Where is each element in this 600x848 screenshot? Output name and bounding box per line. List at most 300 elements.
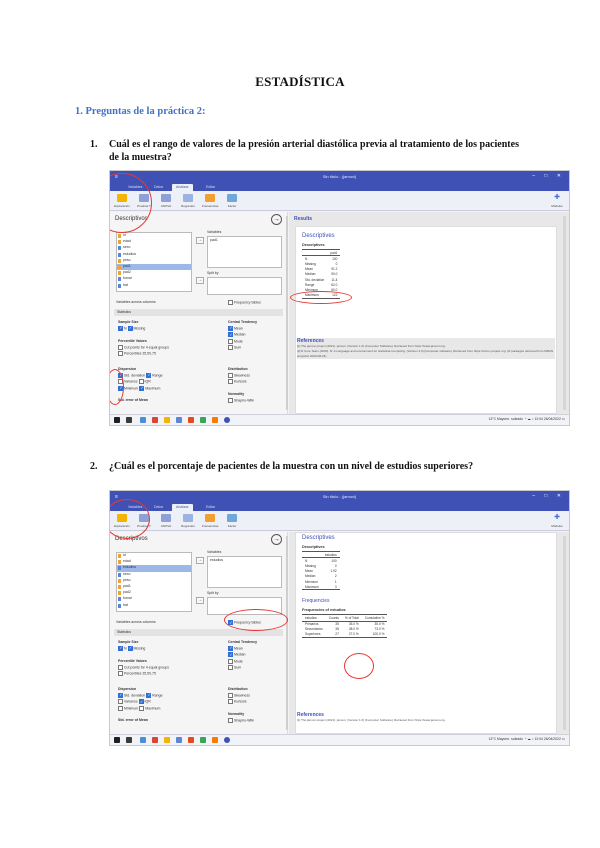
reference-1: [1] The jamovi project (2021). jamovi. (Version 1.6) [Computer Software]. Retrieved from https://www.jamovi.org. — [297, 344, 446, 348]
split-by-target[interactable] — [207, 277, 282, 295]
chrome-icon[interactable] — [152, 417, 158, 423]
weather-widget[interactable]: 13°C Mayorm. soleado — [488, 417, 524, 421]
sum-checkbox[interactable] — [228, 665, 233, 670]
edge-browser-icon[interactable] — [140, 737, 146, 743]
skewness-option[interactable] — [228, 373, 250, 378]
table-cell: Minimum — [305, 287, 318, 292]
variance-checkbox[interactable] — [118, 699, 123, 704]
nominal-icon — [118, 284, 121, 288]
sum-checkbox[interactable] — [228, 345, 233, 350]
tab-bar — [110, 503, 569, 511]
ttests-label: Pruebas T — [137, 204, 151, 208]
cut-points-option[interactable] — [118, 665, 169, 670]
regression-label: Regresión — [181, 524, 195, 528]
anova-label: ANOVA — [160, 524, 172, 528]
question-text: ¿Cuál es el porcentaje de pacientes de la muestra con un nivel de estudios superiores? — [109, 461, 474, 472]
option-label: Missing — [133, 325, 146, 330]
variables-target[interactable] — [207, 236, 282, 268]
cut-points-checkbox[interactable] — [118, 345, 123, 350]
std-error-row[interactable] — [118, 398, 148, 404]
option-label: Range — [152, 372, 163, 377]
missing-checkbox[interactable] — [128, 326, 133, 331]
skewness-checkbox[interactable] — [228, 373, 233, 378]
median-checkbox[interactable] — [228, 332, 233, 337]
results-scrollbar[interactable] — [563, 216, 566, 410]
tab-data[interactable]: Datos — [154, 185, 164, 189]
mode-option[interactable] — [228, 659, 257, 664]
shapiro-checkbox[interactable] — [228, 718, 233, 723]
app-icon[interactable] — [200, 417, 206, 423]
table-cell: 62.0 — [331, 282, 338, 287]
shapiro-checkbox[interactable] — [228, 398, 233, 403]
kurtosis-option[interactable] — [228, 379, 250, 384]
variable-list[interactable] — [116, 552, 192, 612]
scale-icon — [118, 585, 121, 589]
tab-variables[interactable]: Variables — [128, 185, 143, 189]
variables-label: Variables — [207, 230, 222, 234]
edge-browser-icon[interactable] — [140, 417, 146, 423]
variable-name: peso — [123, 577, 131, 582]
n-option[interactable] — [118, 326, 145, 331]
minimum-checkbox[interactable] — [118, 706, 123, 711]
median-option[interactable] — [228, 332, 257, 337]
variable-list[interactable] — [116, 232, 192, 292]
table-cell: 90.0 — [331, 272, 338, 277]
jamovi-taskbar-icon[interactable] — [224, 417, 230, 423]
cut-points-checkbox[interactable] — [118, 665, 123, 670]
weather-widget[interactable]: 13°C Mayorm. soleado — [488, 737, 524, 741]
scale-icon — [118, 234, 121, 238]
mode-option[interactable] — [228, 339, 257, 344]
option-label: Std. deviation — [124, 372, 146, 377]
option-label: Variance — [124, 379, 138, 384]
nominal-icon — [118, 597, 121, 601]
table-row — [302, 632, 387, 638]
exploration-label: Exploración — [114, 204, 130, 208]
variable-name: trat — [123, 282, 129, 287]
question-text: Cuál es el rango de valores de la presión arterial diastólica previa al tratamiento de los pacientes de la muestra? — [109, 139, 519, 163]
jamovi-taskbar-icon[interactable] — [224, 737, 230, 743]
modules-button[interactable] — [549, 514, 565, 529]
app-icon[interactable] — [212, 737, 218, 743]
variable-name: edad — [123, 239, 131, 244]
question-1 — [90, 138, 530, 164]
clock-time[interactable]: 12:04 — [534, 737, 543, 741]
frequencies-caption: Frequencies of estudios — [302, 608, 346, 613]
option-label: Variance — [124, 699, 138, 704]
kurtosis-checkbox[interactable] — [228, 699, 233, 704]
regression-button[interactable] — [180, 514, 196, 529]
close-panel-arrow-icon[interactable]: → — [273, 536, 280, 543]
variable-name: id — [123, 233, 126, 237]
mode-checkbox[interactable] — [228, 339, 233, 344]
scale-icon — [118, 554, 121, 558]
anova-button[interactable] — [158, 514, 174, 529]
frequencies-button[interactable] — [202, 514, 218, 529]
option-label: Sum — [234, 345, 242, 350]
kurtosis-checkbox[interactable] — [228, 379, 233, 384]
window-title: Sin título - (jamovi) — [322, 494, 357, 499]
frequency-tables-toggle[interactable] — [228, 300, 261, 305]
options-panel — [110, 532, 288, 734]
scale-icon — [118, 591, 121, 595]
std-deviation-checkbox[interactable] — [118, 693, 123, 698]
options-panel — [110, 212, 288, 414]
frequencies-title: Frequencies — [302, 598, 330, 605]
frequencies-button[interactable] — [202, 194, 218, 209]
variable-name: fumar — [123, 276, 132, 281]
options-scrollbar[interactable] — [286, 536, 288, 730]
table-cell: 11.4 — [331, 277, 338, 282]
tab-edit[interactable]: Editar — [206, 505, 216, 509]
option-label: equal groups — [148, 344, 169, 349]
option-label: IQR — [144, 699, 151, 704]
variable-name: estudios — [123, 565, 137, 570]
dispersion-group — [118, 367, 163, 392]
percentile-group — [118, 339, 169, 358]
office-icon[interactable] — [188, 737, 194, 743]
dispersion-row[interactable] — [118, 373, 163, 378]
table-cell: Mean — [305, 569, 313, 574]
clock-date[interactable]: 26/04/2022 — [543, 417, 561, 421]
tab-analyze[interactable]: Analizar — [172, 504, 193, 511]
variable-name: pad1 — [123, 583, 131, 588]
descriptives-title: Descriptives — [302, 535, 335, 541]
option-label: Mean — [234, 325, 243, 330]
list-item[interactable]: pad1 — [210, 238, 218, 242]
iqr-checkbox[interactable] — [139, 699, 144, 704]
references-block — [297, 712, 555, 723]
maximum-checkbox[interactable] — [139, 386, 144, 391]
skewness-checkbox[interactable] — [228, 693, 233, 698]
table-row — [302, 277, 340, 282]
office-icon[interactable] — [188, 417, 194, 423]
clock-time[interactable]: 12:04 — [534, 417, 543, 421]
group-title: Std. error of Mean — [118, 398, 148, 402]
table-header: % of Total — [342, 615, 362, 621]
missing-checkbox[interactable] — [128, 646, 133, 651]
move-to-variables-button[interactable]: → — [197, 237, 203, 243]
table-header: Cumulative % — [362, 615, 388, 621]
option-label: Shapiro-Wilk — [234, 397, 254, 402]
reference-1: [1] The jamovi project (2021). jamovi. (Version 1.6) [Computer Software]. Retrieved from https://www.jamovi.org. — [297, 718, 446, 722]
maximum-checkbox[interactable] — [139, 706, 144, 711]
option-label: Minimum — [124, 705, 139, 710]
annotation-circle — [224, 609, 288, 631]
sum-option[interactable] — [228, 345, 257, 350]
group-title: Normality — [228, 712, 245, 716]
app-icon[interactable] — [212, 417, 218, 423]
tab-analyze[interactable]: Analizar — [172, 184, 193, 191]
cut-points-field[interactable]: 4 — [145, 344, 148, 349]
sum-option[interactable] — [228, 665, 257, 670]
factor-button[interactable] — [224, 514, 240, 529]
variables-across-columns-row[interactable] — [116, 300, 156, 304]
descriptives-block — [302, 233, 340, 299]
scale-icon — [118, 240, 121, 244]
option-label: Minimum — [124, 385, 139, 390]
question-2 — [90, 460, 530, 473]
table-cell: 91.2 — [331, 267, 338, 272]
std-error-row[interactable] — [118, 718, 148, 724]
table-header: Counts — [326, 615, 342, 621]
windows-start-icon[interactable] — [114, 737, 120, 743]
frequencies-table — [302, 614, 387, 638]
results-label: Results — [294, 216, 313, 222]
sample-size-group — [118, 320, 145, 332]
table-cell: 1.92 — [330, 569, 337, 574]
table-cell: 38.0 % — [348, 627, 359, 632]
group-title: Dispersion — [118, 367, 137, 371]
shapiro-option[interactable] — [228, 398, 254, 403]
table-cell: Range — [305, 282, 315, 287]
reference-2: [2] R Core Team (2020). R: A Language and environment for statistical computing. (Version 4.0) [Computer software]. Retrieved from https://cran.r-project.org. (R packages retrieved from MRAN snapshot 2020-08-24). — [297, 349, 554, 358]
chrome-icon[interactable] — [152, 737, 158, 743]
median-option[interactable] — [228, 652, 257, 657]
option-label: Mode — [234, 338, 243, 343]
results-scrollbar[interactable] — [563, 536, 566, 730]
document-title: ESTADÍSTICA — [255, 74, 345, 89]
list-item[interactable]: estudios — [210, 558, 224, 562]
nominal-icon — [118, 573, 121, 577]
nominal-icon — [118, 277, 121, 281]
variable-name: trat — [123, 602, 129, 607]
window-controls[interactable]: – □ ✕ — [532, 493, 565, 499]
sample-size-group — [118, 640, 145, 652]
descriptives-block — [302, 535, 387, 638]
move-to-split-button[interactable]: → — [197, 277, 203, 283]
modules-label: Módulos — [551, 524, 563, 528]
variable-name: pad2 — [123, 270, 131, 275]
window-controls[interactable]: – □ ✕ — [532, 173, 565, 179]
clock-date[interactable]: 26/04/2022 — [543, 737, 561, 741]
dispersion-row[interactable] — [118, 379, 163, 384]
hamburger-menu-icon[interactable]: ≡ — [115, 494, 118, 500]
panel-title: Descriptivos — [115, 216, 148, 222]
analysis-ribbon — [110, 191, 569, 211]
nominal-icon — [118, 253, 121, 257]
search-icon[interactable] — [126, 737, 132, 743]
file-explorer-icon[interactable] — [164, 417, 170, 423]
mean-option[interactable] — [228, 646, 257, 651]
group-title: Distribution — [228, 367, 248, 371]
references-block — [297, 338, 555, 359]
central-tendency-group — [228, 320, 257, 352]
store-icon[interactable] — [176, 737, 182, 743]
plus-icon: ✚ — [554, 514, 560, 521]
variable-name: fumar — [123, 596, 132, 601]
table-cell: Maximum — [302, 293, 327, 299]
group-title: Sample Size — [118, 320, 139, 324]
search-icon[interactable] — [126, 417, 132, 423]
switch-label: Variables across columns — [116, 620, 156, 624]
range-checkbox[interactable] — [146, 693, 151, 698]
statistics-subsection[interactable]: Statistics — [114, 629, 283, 636]
windows-taskbar — [110, 414, 569, 425]
section-heading: 1. Preguntas de la práctica 2: — [75, 106, 206, 117]
plus-icon: ✚ — [554, 194, 560, 201]
references-title: References — [297, 338, 324, 344]
distribution-group — [228, 367, 250, 386]
anova-icon — [161, 194, 171, 202]
option-label: Kurtosis — [234, 699, 247, 704]
hamburger-menu-icon[interactable]: ≡ — [115, 174, 118, 180]
dispersion-row[interactable] — [118, 386, 163, 391]
table-cell: Superiores — [302, 632, 326, 638]
median-checkbox[interactable] — [228, 652, 233, 657]
option-label: Missing — [133, 645, 146, 650]
dispersion-group — [118, 687, 163, 712]
close-panel-arrow-icon[interactable]: → — [273, 216, 280, 223]
tab-edit[interactable]: Editar — [206, 185, 216, 189]
question-number: 2. — [90, 461, 98, 472]
variable-name: id — [123, 553, 126, 557]
n-checkbox[interactable] — [118, 646, 123, 651]
group-title: Percentile Values — [118, 659, 147, 663]
mean-option[interactable] — [228, 326, 257, 331]
move-to-variables-button[interactable]: → — [197, 557, 203, 563]
factor-button[interactable] — [224, 194, 240, 209]
variable-name: edad — [123, 559, 131, 564]
store-icon[interactable] — [176, 417, 182, 423]
table-cell: Maximum — [302, 584, 322, 590]
table-header: estudios — [302, 615, 326, 621]
kurtosis-option[interactable] — [228, 699, 250, 704]
list-item[interactable] — [117, 603, 191, 609]
mode-checkbox[interactable] — [228, 659, 233, 664]
central-tendency-group — [228, 640, 257, 672]
regression-button[interactable] — [180, 194, 196, 209]
exploration-label: Exploración — [114, 524, 130, 528]
references-title: References — [297, 712, 324, 718]
group-title: Normality — [228, 392, 245, 396]
windows-taskbar — [110, 734, 569, 745]
variable-name: sexo — [123, 571, 131, 576]
percentiles-field[interactable]: 25,50,75 — [142, 671, 156, 676]
move-to-split-button[interactable]: → — [197, 597, 203, 603]
option-label: Mean — [234, 645, 243, 650]
table-cell: Std. deviation — [305, 277, 325, 282]
window-titlebar — [110, 171, 569, 183]
group-title: Std. error of Mean — [118, 718, 148, 722]
variable-name: estudios — [123, 251, 137, 256]
factor-label: Factor — [227, 204, 237, 208]
variables-label: Variables — [207, 550, 222, 554]
percentiles-checkbox[interactable] — [118, 351, 123, 356]
option-label: Median — [234, 332, 246, 337]
dispersion-row[interactable] — [118, 699, 163, 704]
option-label: Median — [234, 652, 246, 657]
group-title: Distribution — [228, 687, 248, 691]
scale-icon — [118, 560, 121, 564]
range-checkbox[interactable] — [146, 373, 151, 378]
group-title: Central Tendency — [228, 320, 258, 324]
option-label: Maximum — [145, 385, 161, 390]
frequency-tables-checkbox[interactable] — [228, 300, 233, 305]
skewness-option[interactable] — [228, 693, 250, 698]
list-item[interactable] — [117, 283, 191, 289]
mean-checkbox[interactable] — [228, 326, 233, 331]
variables-target[interactable] — [207, 556, 282, 588]
switch-label: Variables across columns — [116, 300, 156, 304]
windows-start-icon[interactable] — [114, 417, 120, 423]
percentiles-field[interactable]: 25,50,75 — [142, 351, 156, 356]
frequency-tables-label: Frequency tables — [234, 620, 261, 625]
regression-icon — [183, 194, 193, 202]
option-label: Percentiles — [124, 671, 142, 676]
variable-name: sexo — [123, 245, 131, 250]
percentiles-checkbox[interactable] — [118, 671, 123, 676]
cut-points-field[interactable]: 4 — [145, 664, 148, 669]
table-cell: 35 — [335, 622, 339, 627]
mean-checkbox[interactable] — [228, 646, 233, 651]
shapiro-option[interactable] — [228, 718, 254, 723]
statistics-subsection[interactable]: Statistics — [114, 309, 283, 316]
cut-points-option[interactable] — [118, 345, 169, 350]
factor-icon — [227, 194, 237, 202]
table-cell: 38 — [335, 627, 339, 632]
results-panel — [289, 212, 569, 414]
option-label: Mode — [234, 658, 243, 663]
table-cell: 35.0 % — [374, 622, 385, 627]
frequencies-icon — [205, 514, 215, 522]
regression-label: Regresión — [181, 204, 195, 208]
percentiles-option[interactable] — [118, 671, 169, 676]
table-cell: 2 — [334, 574, 337, 579]
results-document — [295, 532, 557, 734]
dispersion-row[interactable] — [118, 693, 163, 698]
tab-bar — [110, 183, 569, 191]
table-caption: Descriptives — [302, 545, 325, 549]
options-scrollbar[interactable] — [286, 216, 288, 410]
tab-variables[interactable]: Variables — [128, 505, 143, 509]
table-cell: 35.0 % — [348, 622, 359, 627]
window-title: Sin título - (jamovi) — [322, 174, 357, 179]
iqr-checkbox[interactable] — [139, 379, 144, 384]
table-cell: 100 — [332, 256, 338, 261]
split-by-label: Split by — [207, 591, 219, 595]
table-cell: 0 — [334, 563, 337, 568]
option-label: Cut points for — [124, 664, 145, 669]
scale-icon — [118, 579, 121, 583]
dispersion-row[interactable] — [118, 706, 163, 711]
tab-data[interactable]: Datos — [154, 505, 164, 509]
percentile-group — [118, 659, 169, 678]
table-cell: 100.0 % — [362, 632, 388, 638]
n-option[interactable] — [118, 646, 145, 651]
group-title: Sample Size — [118, 640, 139, 644]
scale-icon — [118, 271, 121, 275]
results-document — [295, 226, 557, 414]
variable-name: peso — [123, 257, 131, 262]
table-cell: N — [305, 558, 308, 563]
percentiles-option[interactable] — [118, 351, 169, 356]
table-cell: 122 — [327, 293, 340, 299]
anova-button[interactable] — [158, 194, 174, 209]
nominal-icon — [118, 246, 121, 250]
frequency-tables-label: Frequency tables — [234, 300, 261, 305]
group-title: Central Tendency — [228, 640, 258, 644]
file-explorer-icon[interactable] — [164, 737, 170, 743]
frequencies-label: Frecuencias — [202, 204, 219, 208]
table-cell: 100 — [331, 558, 337, 563]
factor-icon — [227, 514, 237, 522]
variables-across-columns-row[interactable] — [116, 620, 156, 624]
app-icon[interactable] — [200, 737, 206, 743]
modules-button[interactable] — [549, 194, 565, 209]
scale-icon — [118, 265, 121, 269]
n-checkbox[interactable] — [118, 326, 123, 331]
